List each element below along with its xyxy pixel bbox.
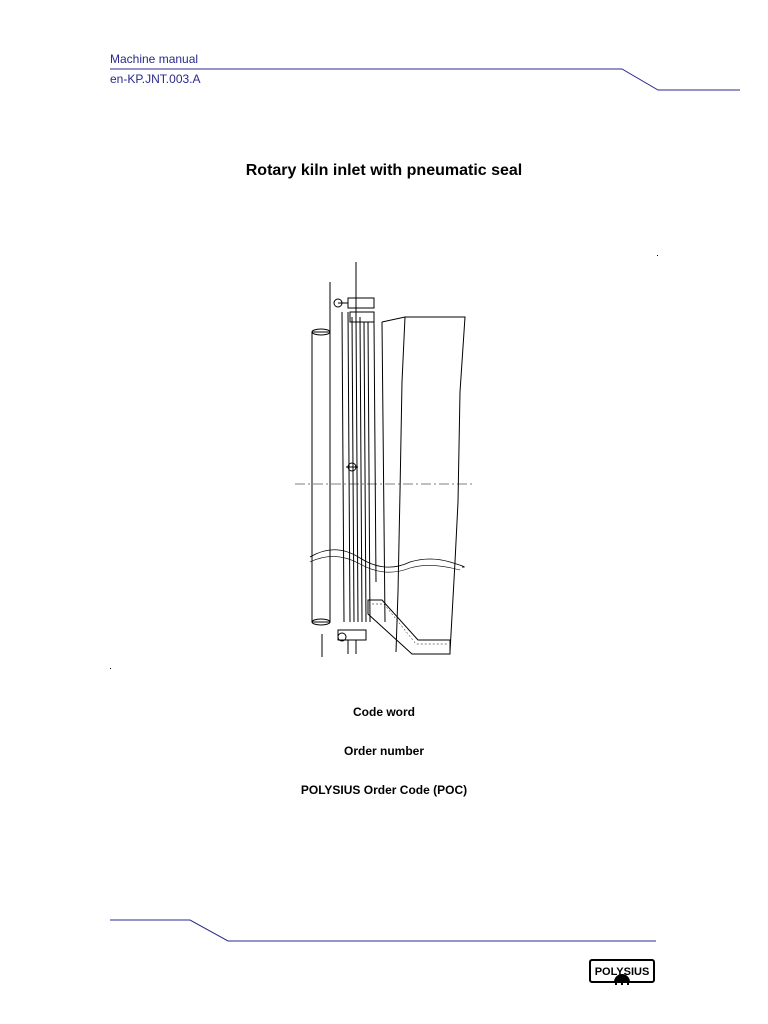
- document-code: en-KP.JNT.003.A: [110, 72, 201, 86]
- logo-text: POLYSIUS: [594, 966, 650, 978]
- polysius-logo: [588, 956, 656, 986]
- poc-label: POLYSIUS Order Code (POC): [300, 783, 468, 797]
- header-title: Machine manual: [110, 52, 199, 66]
- order-number-label: Order number: [343, 744, 424, 758]
- code-word-label: Code word: [353, 705, 415, 719]
- page-title: Rotary kiln inlet with pneumatic seal: [245, 162, 523, 179]
